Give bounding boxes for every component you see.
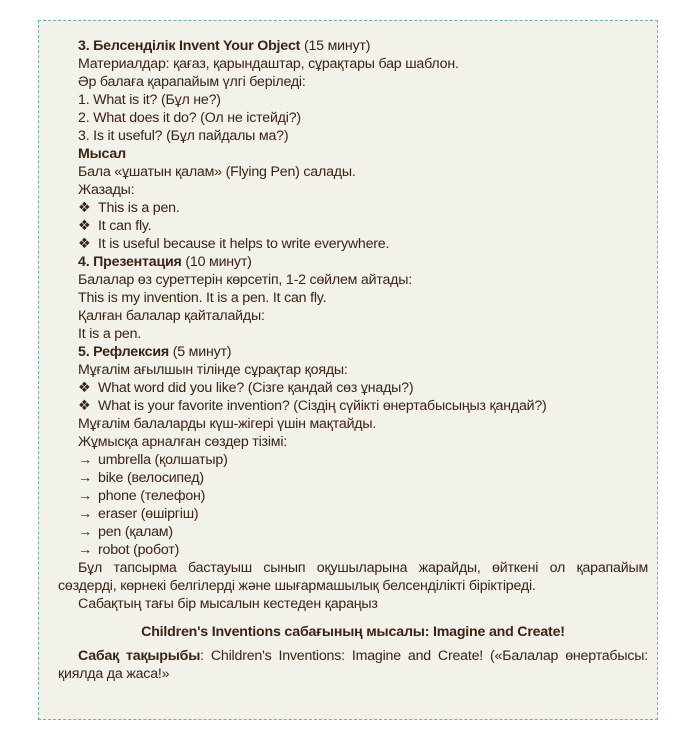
list-item: ❖ It can fly. [78, 218, 152, 234]
see-table-line: Сабақтың тағы бір мысалын кестеден қараңыз [78, 596, 378, 612]
list-item: ❖ This is a pen. [78, 200, 180, 216]
word-item: → pen (қалам) [78, 524, 173, 540]
materials-line: Материалдар: қағаз, қарындаштар, сұрақтары бар шаблон. [78, 56, 459, 72]
list-item: ❖ It is useful because it helps to write everywhere. [78, 236, 390, 252]
example-draw: Бала «ұшатын қалам» (Flying Pen) салады. [78, 164, 356, 180]
arrow-right-icon: → [78, 506, 92, 522]
writes-label: Жазады: [78, 182, 135, 198]
section-3-heading [58, 37, 648, 55]
diamond-bullet-icon: ❖ [78, 380, 91, 396]
section-5-title: 5. Рефлексия [78, 344, 169, 360]
lesson-topic [58, 647, 648, 683]
repeat-text: It is a pen. [78, 326, 142, 342]
wordlist-label: Жұмысқа арналған сөздер тізімі: [78, 434, 288, 450]
question-2: 2. What does it do? (Ол не істейді?) [78, 110, 301, 126]
word-item: → bike (велосипед) [78, 470, 204, 486]
question-3: 3. Is it useful? (Бұл пайдалы ма?) [78, 128, 289, 144]
lesson-topic-text: : Children's Inventions: Imagine and Create! («Балалар өнертабысы: қиялда да жаса!» [58, 648, 648, 682]
section-5-time: (5 минут) [172, 344, 232, 360]
arrow-right-icon: → [78, 488, 92, 504]
template-note: Әр балаға қарапайым үлгі беріледі: [78, 74, 306, 90]
presentation-instruction: Балалар өз суреттерін көрсетіп, 1-2 сөйлем айтады: [78, 272, 412, 288]
presentation-example: This is my invention. It is a pen. It can fly. [78, 290, 327, 306]
section-5-heading [58, 343, 648, 361]
summary-paragraph: Бұл тапсырма бастауыш сынып оқушыларына жарайды, өйткені ол қарапайым сөздерді, көрнекі белгілерді және шығармашылық белсенділікті біріктіреді. [58, 560, 648, 594]
section-3-title: 3. Белсенділік Invent Your Object [78, 38, 301, 54]
section-4-title: 4. Презентация [78, 254, 182, 270]
list-item: ❖ What word did you like? (Сізге қандай сөз ұнады?) [78, 380, 414, 396]
repeat-instruction: Қалған балалар қайталайды: [78, 308, 265, 324]
example-label: Мысал [78, 146, 126, 162]
diamond-bullet-icon: ❖ [78, 236, 91, 252]
diamond-bullet-icon: ❖ [78, 398, 91, 414]
word-item: → robot (робот) [78, 542, 180, 558]
lesson-topic-label: Сабақ тақырыбы [78, 648, 201, 664]
section-4-heading [58, 253, 648, 271]
diamond-bullet-icon: ❖ [78, 200, 91, 216]
list-item: ❖ What is your favorite invention? (Сіздің сүйікті өнертабысыңыз қандай?) [78, 398, 547, 414]
document-body [58, 37, 648, 683]
arrow-right-icon: → [78, 524, 92, 540]
arrow-right-icon: → [78, 470, 92, 486]
question-1: 1. What is it? (Бұл не?) [78, 92, 221, 108]
section-4-time: (10 минут) [185, 254, 252, 270]
arrow-right-icon: → [78, 452, 92, 468]
section-3-time: (15 минут) [303, 38, 371, 54]
word-item: → umbrella (қолшатыр) [78, 452, 228, 468]
reflection-instruction: Мұғалім ағылшын тілінде сұрақтар қояды: [78, 362, 348, 378]
word-item: → phone (телефон) [78, 488, 206, 504]
word-item: → eraser (өшіргіш) [78, 506, 199, 522]
diamond-bullet-icon: ❖ [78, 218, 91, 234]
praise-line: Мұғалім балаларды күш-жігері үшін мақтайды. [78, 416, 377, 432]
arrow-right-icon: → [78, 542, 92, 558]
example-lesson-title: Children's Inventions сабағының мысалы: Imagine and Create! [141, 624, 565, 640]
